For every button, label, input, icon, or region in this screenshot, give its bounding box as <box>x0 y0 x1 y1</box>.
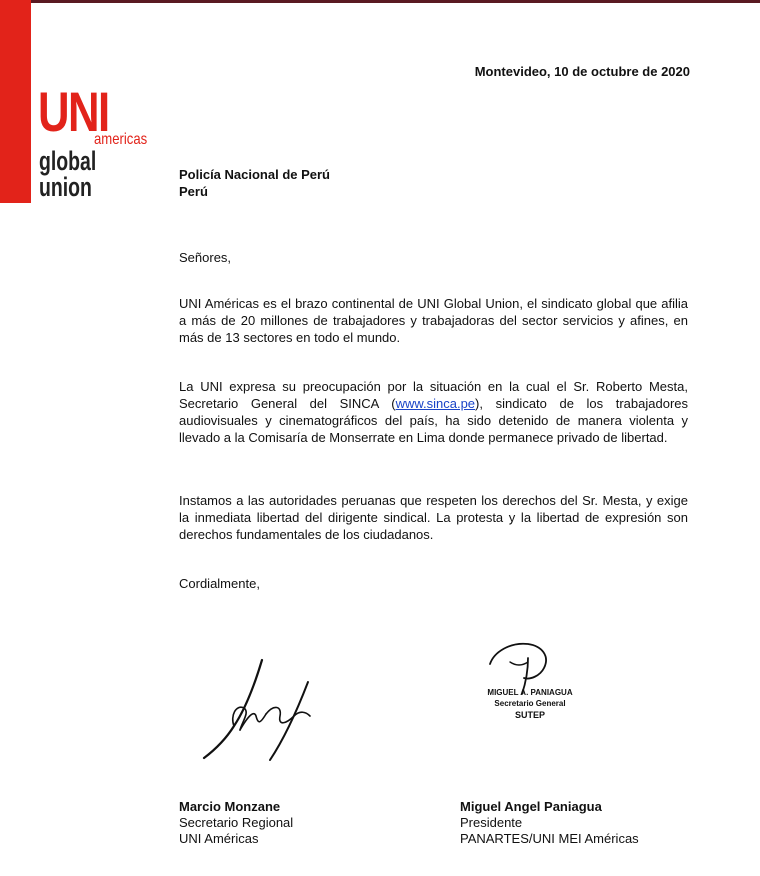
sinca-website-link[interactable]: www.sinca.pe <box>395 396 476 411</box>
paragraph-3: Instamos a las autoridades peruanas que respeten los derechos del Sr. Mesta, y exige la inmediata libertad del dirigente sindical. La protesta y la libertad de expresión son derechos fundamentales de los ciudadanos. <box>179 493 688 542</box>
paragraph-2-end: ), sindicato de los trabajadores audiovisuales y cinematográficos del país, ha sido detenido de manera violenta y llevado a la Comisaría de Monserrate en Lima donde permanece privado de libertad. <box>179 396 689 445</box>
addressee-block <box>179 166 330 200</box>
closing: Cordialmente, <box>179 576 260 591</box>
signature-marcio-monzane <box>190 650 330 765</box>
logo-uni-text: UNI <box>38 80 109 143</box>
logo-global-text: global <box>39 146 97 176</box>
sutep-signature-stamp <box>470 636 590 731</box>
logo-americas-text: americas <box>94 131 148 148</box>
signer-1-title: Secretario Regional <box>179 815 294 830</box>
stamp-organization: SUTEP <box>514 710 545 720</box>
brand-red-bar <box>0 0 31 203</box>
signer-block-1 <box>179 799 293 847</box>
addressee-line-1: Policía Nacional de Perú <box>179 167 330 182</box>
signer-2-title: Presidente <box>460 815 523 830</box>
signer-2-name: Miguel Angel Paniagua <box>460 799 602 814</box>
letter-date: Montevideo, 10 de octubre de 2020 <box>474 64 690 79</box>
greeting: Señores, <box>179 250 232 265</box>
uni-global-union-logo <box>38 80 158 209</box>
signer-block-2 <box>460 799 639 847</box>
paragraph-2 <box>179 378 688 446</box>
stamp-title: Secretario General <box>494 699 566 708</box>
logo-union-text: union <box>39 172 92 202</box>
signer-1-organization: UNI Américas <box>179 831 259 846</box>
signer-1-name: Marcio Monzane <box>179 799 281 814</box>
paragraph-2-start: La UNI expresa su preocupación por la situación en la cual el Sr. Roberto Mesta, Secretario General del SINCA ( <box>179 379 688 411</box>
top-border <box>0 0 760 3</box>
addressee-line-2: Perú <box>179 184 208 199</box>
paragraph-1: UNI Américas es el brazo continental de UNI Global Union, el sindicato global que afilia a más de 20 millones de trabajadores y trabajadoras del sector servicios y afines, en más de 13 sectores en todo el mundo. <box>179 296 688 345</box>
signer-2-organization: PANARTES/UNI MEI Américas <box>460 831 639 846</box>
stamp-name: MIGUEL A. PANIAGUA <box>487 688 573 697</box>
